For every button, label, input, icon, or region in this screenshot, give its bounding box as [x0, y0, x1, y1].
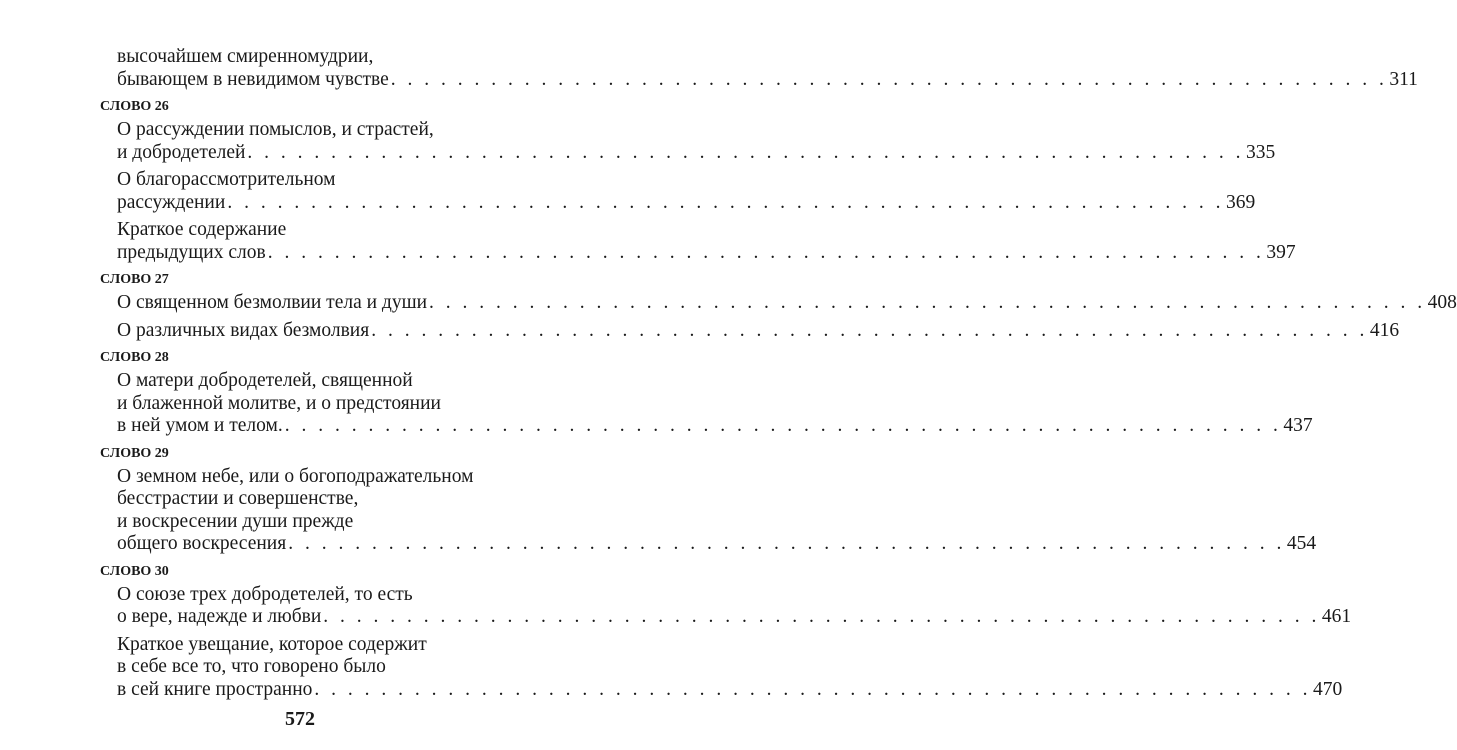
toc-entry[interactable]: [100, 319, 1400, 343]
entry-title-text: бывающем в невидимом чувстве: [117, 68, 389, 90]
dot-leader: . . . . . . . . . . . . . . . . . . . . . . . . . . . . . . . . . . . . . . . . . . . . . . . . . . . . . . . . . . . .: [247, 141, 1245, 163]
dot-leader: . . . . . . . . . . . . . . . . . . . . . . . . . . . . . . . . . . . . . . . . . . . . . . . . . . . . . . . . . . . .: [284, 415, 1282, 436]
section-heading: СЛОВО 27: [100, 272, 169, 287]
toc-entry[interactable]: [100, 465, 1317, 556]
entry-page-number: 335: [1246, 141, 1276, 163]
toc-section: [100, 347, 1313, 438]
entry-line: [117, 169, 483, 192]
entry-line: [117, 488, 483, 511]
section-heading: СЛОВО 26: [100, 99, 169, 114]
toc-section: [100, 443, 1317, 556]
toc-entry[interactable]: [100, 292, 1457, 315]
entry-line: [117, 68, 1418, 92]
entry-title-text: и добродетелей: [117, 141, 246, 163]
dot-leader: . . . . . . . . . . . . . . . . . . . . . . . . . . . . . . . . . . . . . . . . . . . . . . . . . . . . . . . . . . . .: [227, 191, 1224, 213]
dot-leader: . . . . . . . . . . . . . . . . . . . . . . . . . . . . . . . . . . . . . . . . . . . . . . . . . . . . . . . . . . . .: [429, 292, 1426, 313]
entry-page-number: 416: [1369, 319, 1400, 341]
toc-entry[interactable]: [100, 119, 1276, 164]
entry-line: [117, 533, 1317, 556]
entry-line: [117, 466, 483, 489]
entry-line: [117, 119, 483, 142]
toc-entry[interactable]: [100, 370, 1313, 438]
entry-title-text: О рассуждении помыслов, и страстей,: [117, 119, 434, 140]
entry-line: [117, 511, 483, 534]
entry-title-text: О матери добродетелей, священной: [117, 370, 413, 391]
entry-title-text: и блаженной молитве, и о предстоянии: [117, 392, 441, 414]
dot-leader: . . . . . . . . . . . . . . . . . . . . . . . . . . . . . . . . . . . . . . . . . . . . . . . . . . . . . . . . . . . .: [314, 678, 1312, 700]
entry-page-number: 470: [1313, 678, 1343, 700]
entry-line: [117, 393, 483, 416]
toc-entry[interactable]: [100, 633, 1343, 702]
entry-page-number: 437: [1283, 415, 1313, 436]
entry-line: [117, 584, 483, 607]
entry-title-text: в себе все то, что говорено было: [117, 656, 386, 677]
toc-section: [100, 561, 1352, 702]
entry-title-text: О земном небе, или о богоподражательном: [117, 465, 474, 487]
entry-title-text: О священном безмолвии тела и души: [117, 292, 428, 313]
entry-title-text: о вере, надежде и любви: [117, 606, 322, 627]
dot-leader: . . . . . . . . . . . . . . . . . . . . . . . . . . . . . . . . . . . . . . . . . . . . . . . . . . . . . . . . . . . .: [371, 319, 1368, 341]
entry-page-number: 454: [1286, 533, 1317, 554]
entry-title-text: общего воскресения: [117, 533, 287, 554]
section-heading: СЛОВО 29: [100, 445, 169, 461]
entry-title-text: предыдущих слов: [117, 241, 266, 263]
dot-leader: . . . . . . . . . . . . . . . . . . . . . . . . . . . . . . . . . . . . . . . . . . . . . . . . . . . . . . . . . . . .: [323, 606, 1320, 627]
entry-line: [117, 656, 483, 679]
entry-line: [117, 46, 483, 69]
entry-page-number: 461: [1321, 606, 1352, 627]
entry-line: [117, 219, 483, 242]
toc-entry[interactable]: [100, 583, 1352, 629]
entry-line: [117, 191, 1256, 215]
entry-line: [117, 415, 1313, 438]
dot-leader: . . . . . . . . . . . . . . . . . . . . . . . . . . . . . . . . . . . . . . . . . . . . . . . . . . . . . . . . . . . .: [288, 533, 1285, 554]
dot-leader: . . . . . . . . . . . . . . . . . . . . . . . . . . . . . . . . . . . . . . . . . . . . . . . . . . . . . . . . . . . .: [267, 241, 1265, 263]
section-heading: СЛОВО 28: [100, 350, 169, 365]
entry-line: [117, 678, 1343, 702]
entry-line: [117, 292, 1457, 315]
toc-section: [100, 269, 1457, 342]
entry-title-text: Краткое содержание: [117, 219, 287, 240]
entry-title-text: О различных видах безмолвия: [117, 319, 370, 341]
entry-title-text: высочайшем смиренномудрии,: [117, 46, 374, 67]
entry-title-text: рассуждении: [117, 191, 226, 213]
page-number: 572: [285, 708, 315, 730]
toc-section: [100, 96, 1296, 264]
entry-title-text: в ней умом и телом.: [117, 415, 283, 436]
entry-title-text: в сей книге пространно: [117, 678, 313, 700]
entry-line: [117, 141, 1276, 165]
entry-line: [117, 606, 1352, 629]
entry-page-number: 311: [1389, 68, 1418, 90]
entry-title-text: О союзе трех добродетелей, то есть: [117, 583, 413, 605]
toc-entry[interactable]: [100, 169, 1256, 214]
entry-title-text: Краткое увещание, которое содержит: [117, 633, 427, 655]
entry-page-number: 397: [1266, 241, 1296, 263]
section-heading: СЛОВО 30: [100, 563, 169, 579]
entry-line: [117, 634, 483, 657]
entry-line: [117, 241, 1296, 265]
entry-page-number: 408: [1427, 292, 1457, 313]
toc-entry[interactable]: [100, 46, 1418, 91]
entry-title-text: и воскресении души прежде: [117, 510, 354, 532]
dot-leader: . . . . . . . . . . . . . . . . . . . . . . . . . . . . . . . . . . . . . . . . . . . . . . . . . . . . . . . . . . . .: [390, 68, 1388, 90]
entry-line: [117, 370, 483, 393]
entry-title-text: бесстрастии и совершенстве,: [117, 488, 359, 509]
entry-page-number: 369: [1225, 191, 1256, 213]
table-of-contents: [100, 46, 1457, 706]
entry-line: [117, 319, 1400, 343]
entry-title-text: О благорассмотрительном: [117, 169, 336, 190]
toc-entry[interactable]: [100, 219, 1296, 264]
toc-section: [100, 46, 1418, 91]
